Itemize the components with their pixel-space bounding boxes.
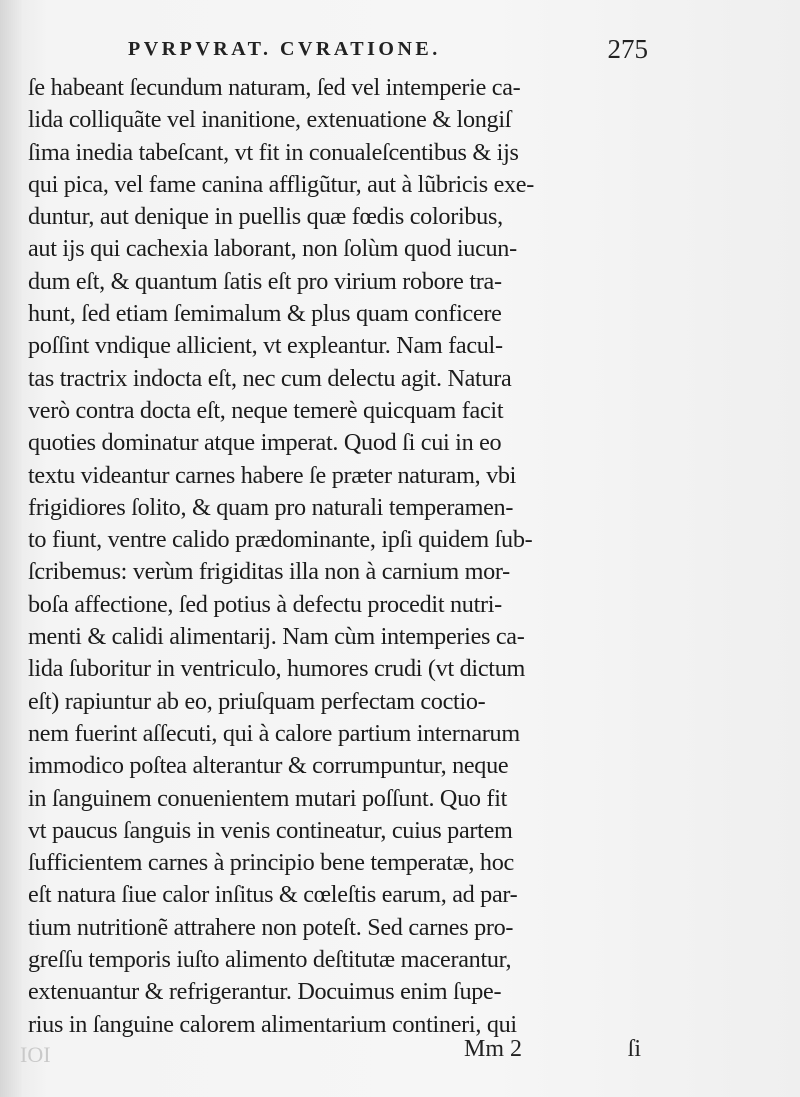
text-line: poſſint vndique allicient, vt expleantur. Nam facul-	[28, 332, 503, 360]
running-head	[96, 34, 656, 66]
text-line: rius in ſanguine calorem alimentarium contineri, qui	[28, 1010, 517, 1038]
text-line: ſe habeant ſecundum naturam, ſed vel intemperie ca-	[28, 74, 521, 101]
page-number: 275	[607, 34, 648, 64]
text-line: hunt, ſed etiam ſemimalum & plus quam conficere	[28, 300, 502, 328]
text-line: frigidiores ſolito, & quam pro naturali temperamen-	[28, 493, 514, 521]
page-footer	[28, 1036, 653, 1070]
text-line: nem fuerint aſſecuti, qui à calore partium internarum	[28, 719, 520, 747]
catchword: ſi	[627, 1036, 641, 1062]
text-line: lida colliquãte vel inanitione, extenuatione & longiſ	[28, 106, 512, 134]
text-line: greſſu temporis iuſto alimento deſtitutæ macerantur,	[28, 946, 512, 974]
text-line: immodico poſtea alterantur & corrumpuntur, neque	[28, 752, 509, 780]
body-text	[28, 72, 653, 1041]
text-line: dum eſt, & quantum ſatis eſt pro virium robore tra-	[28, 267, 502, 295]
text-line: ſima inedia tabeſcant, vt fit in conualeſcentibus & ijs	[28, 138, 519, 166]
text-line: in ſanguinem conuenientem mutari poſſunt. Quo fit	[28, 784, 508, 812]
text-line: eſt natura ſiue calor inſitus & cœleſtis earum, ad par-	[28, 881, 518, 909]
text-line: duntur, aut denique in puellis quæ fœdis coloribus,	[28, 203, 503, 231]
text-line: extenuantur & refrigerantur. Docuimus enim ſupe-	[28, 978, 502, 1006]
text-line: tas tractrix indocta eſt, nec cum delectu agit. Natura	[28, 364, 512, 392]
text-line: ſcribemus: verùm frigiditas illa non à carnium mor-	[28, 558, 510, 586]
text-line: eſt) rapiuntur ab eo, priuſquam perfectam coctio-	[28, 687, 486, 715]
page-gutter-shadow	[0, 0, 22, 1097]
bleed-through-text: IOI	[20, 1042, 51, 1067]
signature-mark: Mm 2	[464, 1036, 523, 1062]
text-line: ſufficientem carnes à principio bene temperatæ, hoc	[28, 849, 514, 877]
text-line: lida ſuboritur in ventriculo, humores crudi (vt dictum	[28, 655, 526, 683]
text-line: vt paucus ſanguis in venis contineatur, cuius partem	[28, 816, 513, 844]
text-line: textu videantur carnes habere ſe præter naturam, vbi	[28, 461, 517, 489]
text-line: verò contra docta eſt, neque temerè quicquam facit	[28, 396, 504, 424]
text-line: tium nutritionẽ attrahere non poteſt. Sed carnes pro-	[28, 913, 514, 941]
text-line: aut ijs qui cachexia laborant, non ſolùm quod iucun-	[28, 235, 517, 263]
running-title: PVRPVRAT. CVRATIONE.	[128, 38, 441, 60]
text-line: boſa affectione, ſed potius à defectu procedit nutri-	[28, 590, 502, 618]
text-line: menti & calidi alimentarij. Nam cùm intemperies ca-	[28, 623, 525, 651]
text-line: quoties dominatur atque imperat. Quod ſi cui in eo	[28, 429, 502, 457]
text-line: qui pica, vel fame canina affligũtur, aut à lũbricis exe-	[28, 170, 535, 198]
text-line: to fiunt, ventre calido prædominante, ipſi quidem ſub-	[28, 526, 533, 554]
